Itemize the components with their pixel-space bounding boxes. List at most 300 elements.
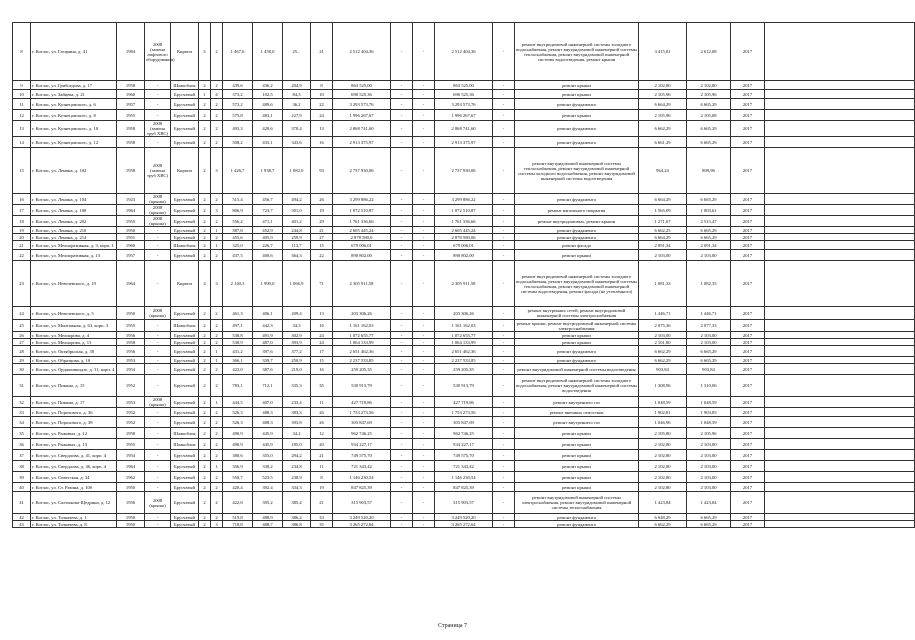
cell-wall-material: Брусчатый	[171, 521, 199, 528]
cell-living-area: 723,7	[253, 205, 283, 216]
cell-address: г. Котлас, ул. Невелевского, д. 19	[31, 261, 117, 307]
cell-regional-funds: -	[413, 492, 435, 514]
cell-plan-year: 2017	[731, 472, 765, 483]
cell-floors: 2	[199, 320, 211, 332]
cell-build-year: 1964	[117, 461, 145, 472]
cell-entrances: 1	[211, 346, 223, 357]
cell-floors: 2	[199, 339, 211, 346]
cell-living-area: 226,7	[253, 241, 283, 250]
cell-owned-area: 204,9	[283, 81, 311, 90]
document-sheet	[12, 22, 894, 528]
cell-federal-funds: -	[391, 148, 413, 194]
cell-plan-year: 2017	[731, 332, 765, 339]
cell-regional-funds: -	[413, 23, 435, 81]
cell-floors: 5	[199, 23, 211, 81]
cell-row-number: 16	[13, 194, 31, 205]
cell-work-types: ремонт внутридомовой инженерной системы холодного водоснабжения, ремонт внутридомовой инженерной системы теплоснабжения, ремонт внутридомовой инженерной системы водоотведения, ремонт фасада (не утеплённого)	[515, 261, 639, 307]
cell-build-year: 1958	[117, 121, 145, 137]
cell-other-funds: -	[493, 110, 515, 121]
cell-build-year: 1950	[117, 521, 145, 528]
cell-living-area: 392,4	[253, 483, 283, 492]
cell-row-number: 35	[13, 428, 31, 439]
cell-federal-funds: -	[391, 428, 413, 439]
cell-total-cost: 203 306,26	[333, 307, 391, 320]
cell-owned-area: 259,9	[283, 234, 311, 241]
cell-residents: 16	[311, 320, 333, 332]
cell-max-unit-cost: 1 082,35	[687, 261, 731, 307]
cell-regional-funds: -	[413, 521, 435, 528]
cell-owner-funds: 1 761 336,66	[435, 216, 493, 227]
table-row	[13, 417, 915, 428]
cell-living-area: 433,1	[253, 137, 283, 148]
cell-build-year: 1957	[117, 99, 145, 110]
cell-other-funds: -	[493, 148, 515, 194]
cell-row-number: 31	[13, 375, 31, 397]
cell-total-cost: 2 305 911,58	[333, 261, 391, 307]
cell-max-unit-cost: 2 102,80	[687, 81, 731, 90]
cell-regional-funds: -	[413, 397, 435, 408]
cell-unit-cost: 2 101,80	[639, 339, 687, 346]
table-row	[13, 241, 915, 250]
cell-plan-year: 2017	[731, 227, 765, 234]
cell-federal-funds: -	[391, 339, 413, 346]
cell-total-area: 508,2	[223, 137, 253, 148]
cell-max-unit-cost: 2 105,08	[687, 110, 731, 121]
cell-living-area: 487,0	[253, 339, 283, 346]
cell-empty	[765, 137, 915, 148]
cell-residents: 21	[311, 492, 333, 514]
cell-owned-area: 302,9	[283, 332, 311, 339]
cell-floors: 2	[199, 397, 211, 408]
table-row	[13, 346, 915, 357]
cell-owner-funds: 2 878 580,06	[435, 234, 493, 241]
cell-build-year: 1964	[117, 261, 145, 307]
cell-address: г. Котлас, ул. Толкачева, д. 1	[31, 514, 117, 521]
cell-entrances: 2	[211, 492, 223, 514]
cell-residents: 21	[311, 23, 333, 81]
cell-other-funds: -	[493, 461, 515, 472]
cell-row-number: 29	[13, 357, 31, 364]
table-row	[13, 148, 915, 194]
cell-residents: 22	[311, 99, 333, 110]
cell-owner-funds: 427 719,86	[435, 397, 493, 408]
cell-owner-funds: 3 265 272,64	[435, 521, 493, 528]
cell-regional-funds: -	[413, 250, 435, 261]
cell-floors: 2	[199, 227, 211, 234]
cell-federal-funds: -	[391, 250, 413, 261]
cell-regional-funds: -	[413, 417, 435, 428]
cell-row-number: 22	[13, 250, 31, 261]
cell-entrances: 2	[211, 121, 223, 137]
cell-owner-funds: 303 847,69	[435, 417, 493, 428]
cell-regional-funds: -	[413, 307, 435, 320]
cell-empty	[765, 148, 915, 194]
cell-owner-funds: 1 996 267,67	[435, 110, 493, 121]
cell-empty	[765, 99, 915, 110]
cell-regional-funds: -	[413, 408, 435, 417]
cell-repair-note: 2008 (замена труб ХВС)	[145, 148, 171, 194]
cell-regional-funds: -	[413, 241, 435, 250]
cell-row-number: 13	[13, 121, 31, 137]
cell-total-cost: 1 753 273,56	[333, 408, 391, 417]
cell-repair-note: -	[145, 417, 171, 428]
cell-floors: 2	[199, 346, 211, 357]
cell-total-area: 806,9	[223, 205, 253, 216]
cell-entrances: 1	[211, 397, 223, 408]
cell-unit-cost: 2 075,36	[639, 320, 687, 332]
cell-owner-funds: 1 146 230,54	[435, 472, 493, 483]
cell-build-year: 1960	[117, 241, 145, 250]
cell-total-cost: 749 575,70	[333, 450, 391, 461]
cell-build-year: 1958	[117, 339, 145, 346]
table-row	[13, 307, 915, 320]
cell-row-number: 33	[13, 408, 31, 417]
cell-living-area: 489,6	[253, 99, 283, 110]
cell-address: г. Котлас, ул. Кузнецовского, д. 6	[31, 99, 117, 110]
cell-floors: 4	[199, 261, 211, 307]
cell-unit-cost: 3 415,81	[639, 23, 687, 81]
cell-total-area: 422,8	[223, 492, 253, 514]
cell-owner-funds: 1 161 162,03	[435, 320, 493, 332]
cell-max-unit-cost: 2 105,96	[687, 90, 731, 99]
cell-floors: 2	[199, 110, 211, 121]
table-row	[13, 521, 915, 528]
cell-entrances: 2	[211, 339, 223, 346]
cell-wall-material: Брусчатый	[171, 250, 199, 261]
cell-federal-funds: -	[391, 307, 413, 320]
cell-total-cost: 679 006,01	[333, 241, 391, 250]
cell-floors: 2	[199, 137, 211, 148]
cell-regional-funds: -	[413, 121, 435, 137]
cell-max-unit-cost: 903,84	[687, 364, 731, 375]
cell-federal-funds: -	[391, 23, 413, 81]
cell-total-area: 380,6	[223, 450, 253, 461]
cell-owned-area: 386,8	[283, 521, 311, 528]
cell-residents: 22	[311, 250, 333, 261]
cell-wall-material: Брусчатый	[171, 227, 199, 234]
cell-address: г. Котлас, ул. Свердлова, д. 46, корп. 4	[31, 461, 117, 472]
cell-entrances: 2	[211, 137, 223, 148]
cell-row-number: 32	[13, 397, 31, 408]
cell-work-types: ремонт внешних отмостков	[515, 408, 639, 417]
cell-unit-cost: 6 664,29	[639, 194, 687, 205]
cell-row-number: 36	[13, 439, 31, 450]
cell-federal-funds: -	[391, 234, 413, 241]
cell-max-unit-cost: 809,96	[687, 148, 731, 194]
cell-floors: 2	[199, 121, 211, 137]
cell-owned-area: 1 082,0	[283, 148, 311, 194]
cell-residents: 26	[311, 408, 333, 417]
cell-plan-year: 2017	[731, 23, 765, 81]
cell-owner-funds: 1 072 510,87	[435, 205, 493, 216]
cell-max-unit-cost: 2 103,00	[687, 250, 731, 261]
cell-address: г. Котлас, ул. Образцова, д. 10	[31, 357, 117, 364]
cell-address: г. Котлас, ул. Толкачева, д. 8	[31, 521, 117, 528]
cell-empty	[765, 450, 915, 461]
cell-regional-funds: -	[413, 332, 435, 339]
cell-total-cost: 2 878 580,0	[333, 234, 391, 241]
cell-repair-note: -	[145, 332, 171, 339]
cell-plan-year: 2017	[731, 261, 765, 307]
cell-wall-material: Шлакоблок	[171, 320, 199, 332]
cell-total-area: 325,0	[223, 241, 253, 250]
cell-other-funds: -	[493, 121, 515, 137]
cell-wall-material: Брусчатый	[171, 461, 199, 472]
cell-owner-funds: 315 903,57	[435, 492, 493, 514]
cell-repair-note: 2008 (крыша)	[145, 194, 171, 205]
table-row	[13, 216, 915, 227]
cell-residents: 11	[311, 461, 333, 472]
cell-total-cost: 2 868 741,60	[333, 121, 391, 137]
cell-floors: 2	[199, 307, 211, 320]
cell-other-funds: -	[493, 397, 515, 408]
cell-other-funds: -	[493, 250, 515, 261]
table-row	[13, 408, 915, 417]
cell-residents: 12	[311, 428, 333, 439]
cell-living-area: 406,1	[253, 307, 283, 320]
cell-total-area: 1 467,6	[223, 23, 253, 81]
cell-max-unit-cost: 6 665,29	[687, 99, 731, 110]
cell-work-types: ремонт фундамента	[515, 99, 639, 110]
cell-federal-funds: -	[391, 81, 413, 90]
cell-row-number: 20	[13, 234, 31, 241]
cell-repair-note: 2008 (крыша)	[145, 492, 171, 514]
cell-residents: 13	[311, 121, 333, 137]
cell-floors: 2	[199, 514, 211, 521]
cell-residents: 15	[311, 241, 333, 250]
cell-residents: 16	[311, 364, 333, 375]
cell-owner-funds: 3 293 573,76	[435, 99, 493, 110]
cell-max-unit-cost: 6 665,29	[687, 521, 731, 528]
cell-residents: 21	[311, 450, 333, 461]
cell-repair-note: -	[145, 234, 171, 241]
cell-work-types: ремонт внутреннего газ	[515, 417, 639, 428]
cell-row-number: 34	[13, 417, 31, 428]
table-row	[13, 339, 915, 346]
cell-plan-year: 2017	[731, 375, 765, 397]
cell-total-cost: 1 072 510,87	[333, 205, 391, 216]
cell-plan-year: 2017	[731, 90, 765, 99]
cell-work-types: ремонт крыши	[515, 461, 639, 472]
cell-build-year: 1952	[117, 375, 145, 397]
cell-federal-funds: -	[391, 472, 413, 483]
cell-other-funds: -	[493, 417, 515, 428]
cell-repair-note: -	[145, 450, 171, 461]
cell-plan-year: 2017	[731, 194, 765, 205]
cell-regional-funds: -	[413, 99, 435, 110]
cell-work-types: ремонт крыши	[515, 428, 639, 439]
cell-regional-funds: -	[413, 205, 435, 216]
cell-residents: 71	[311, 261, 333, 307]
table-row	[13, 121, 915, 137]
cell-other-funds: -	[493, 194, 515, 205]
cell-wall-material: Брусчатый	[171, 450, 199, 461]
cell-empty	[765, 492, 915, 514]
cell-empty	[765, 227, 915, 234]
cell-regional-funds: -	[413, 346, 435, 357]
cell-floors: 2	[199, 81, 211, 90]
cell-build-year: 1954	[117, 450, 145, 461]
cell-total-cost: 3 293 573,76	[333, 99, 391, 110]
cell-regional-funds: -	[413, 483, 435, 492]
cell-living-area: 339,7	[253, 357, 283, 364]
cell-owned-area: 364,3	[283, 250, 311, 261]
table-row	[13, 492, 915, 514]
cell-repair-note: -	[145, 521, 171, 528]
cell-total-area: 423,0	[223, 364, 253, 375]
table-row	[13, 227, 915, 234]
cell-owned-area: 84,3	[283, 90, 311, 99]
table-row	[13, 364, 915, 375]
cell-unit-cost: 1 048,59	[639, 397, 687, 408]
cell-max-unit-cost: 2 103,00	[687, 461, 731, 472]
cell-total-area: 515,4	[223, 194, 253, 205]
cell-address: г. Котлас, ул. Гагарина, д. 41	[31, 23, 117, 81]
cell-total-area: 575,8	[223, 110, 253, 121]
cell-residents: 27	[311, 234, 333, 241]
cell-wall-material: Брусчатый	[171, 417, 199, 428]
cell-owned-area: 377,2	[283, 346, 311, 357]
cell-entrances: 4	[211, 90, 223, 99]
cell-owner-funds: 890 802,00	[435, 250, 493, 261]
cell-empty	[765, 521, 915, 528]
cell-living-area: 491,9	[253, 332, 283, 339]
table-row	[13, 90, 915, 99]
cell-owned-area: 113,7	[283, 241, 311, 250]
page-footer: Страница 7	[437, 623, 468, 629]
cell-wall-material: Брусчатый	[171, 121, 199, 137]
cell-total-cost: 721 343,42	[333, 461, 391, 472]
cell-total-cost: 2 237 533,85	[333, 357, 391, 364]
cell-unit-cost: 2 102,80	[639, 472, 687, 483]
cell-wall-material: Брусчатый	[171, 194, 199, 205]
cell-repair-note: -	[145, 90, 171, 99]
cell-address: г. Котлас, ул. Ленина, д. 202	[31, 216, 117, 227]
cell-living-area: 483,1	[253, 110, 283, 121]
cell-regional-funds: -	[413, 375, 435, 397]
cell-owner-funds: 2 913 375,97	[435, 137, 493, 148]
cell-owned-area: 1 066,9	[283, 261, 311, 307]
cell-regional-funds: -	[413, 227, 435, 234]
cell-address: г. Котлас, ул. Ленина, д. 210	[31, 227, 117, 234]
cell-wall-material: Брусчатый	[171, 137, 199, 148]
cell-total-area: 437,5	[223, 250, 253, 261]
cell-work-types: ремонт крыши	[515, 339, 639, 346]
cell-plan-year: 2017	[731, 216, 765, 227]
cell-work-types: ремонт крыши	[515, 90, 639, 99]
cell-other-funds: -	[493, 375, 515, 397]
cell-build-year: 1952	[117, 417, 145, 428]
cell-row-number: 21	[13, 241, 31, 250]
cell-other-funds: -	[493, 234, 515, 241]
cell-entrances: 2	[211, 364, 223, 375]
cell-living-area: 712,1	[253, 375, 283, 397]
cell-total-area: 526,3	[223, 417, 253, 428]
cell-floors: 2	[199, 521, 211, 528]
capital-repair-table	[12, 22, 915, 528]
table-row	[13, 439, 915, 450]
cell-living-area: 387,6	[253, 364, 283, 375]
cell-total-cost: 1 161 162,03	[333, 320, 391, 332]
cell-row-number: 23	[13, 261, 31, 307]
cell-residents: 17	[311, 346, 333, 357]
cell-entrances: 2	[211, 428, 223, 439]
cell-wall-material: Кирпич	[171, 23, 199, 81]
cell-plan-year: 2017	[731, 320, 765, 332]
cell-living-area: 523,5	[253, 472, 283, 483]
cell-living-area: 1 458,0	[253, 23, 283, 81]
cell-entrances: 3	[211, 148, 223, 194]
cell-total-cost: 1 072 655,77	[333, 332, 391, 339]
cell-repair-note: -	[145, 250, 171, 261]
cell-owner-funds: 2 305 911,58	[435, 261, 493, 307]
cell-owned-area: 36,2	[283, 99, 311, 110]
cell-plan-year: 2017	[731, 397, 765, 408]
cell-owner-funds: 934 227,17	[435, 439, 493, 450]
cell-row-number: 8	[13, 23, 31, 81]
cell-owner-funds: 2 868 741,60	[435, 121, 493, 137]
cell-row-number: 18	[13, 216, 31, 227]
cell-regional-funds: -	[413, 439, 435, 450]
cell-empty	[765, 261, 915, 307]
cell-owned-area: 209,4	[283, 307, 311, 320]
cell-federal-funds: -	[391, 461, 413, 472]
cell-total-cost: 934 227,17	[333, 439, 391, 450]
cell-unit-cost: 2 103,00	[639, 250, 687, 261]
cell-total-area: 538,9	[223, 339, 253, 346]
cell-floors: 2	[199, 461, 211, 472]
cell-owner-funds: 259 205,35	[435, 364, 493, 375]
cell-total-area: 444,5	[223, 397, 253, 408]
cell-plan-year: 2017	[731, 99, 765, 110]
cell-federal-funds: -	[391, 521, 413, 528]
cell-empty	[765, 375, 915, 397]
table-row	[13, 450, 915, 461]
cell-wall-material: Брусчатый	[171, 332, 199, 339]
cell-wall-material: Брусчатый	[171, 364, 199, 375]
cell-owner-funds: 2 651 462,36	[435, 346, 493, 357]
cell-repair-note: 2008 (крыша)	[145, 307, 171, 320]
cell-work-types: ремонт крыши	[515, 472, 639, 483]
cell-living-area: 488,3	[253, 417, 283, 428]
cell-plan-year: 2017	[731, 339, 765, 346]
cell-federal-funds: -	[391, 375, 413, 397]
cell-entrances: 2	[211, 194, 223, 205]
cell-other-funds: -	[493, 216, 515, 227]
cell-address: г. Котлас, ул. Мелиорова, д. 4	[31, 332, 117, 339]
cell-floors: 2	[199, 492, 211, 514]
cell-regional-funds: -	[413, 81, 435, 90]
cell-empty	[765, 205, 915, 216]
cell-other-funds: -	[493, 428, 515, 439]
cell-residents: 29	[311, 216, 333, 227]
cell-address: г. Котлас, ул. Мелиоративная, д. 3, корп. 1	[31, 241, 117, 250]
cell-living-area: 395,2	[253, 492, 283, 514]
cell-repair-note: -	[145, 364, 171, 375]
cell-work-types: ремонт крыши	[515, 250, 639, 261]
cell-empty	[765, 439, 915, 450]
cell-wall-material: Брусчатый	[171, 408, 199, 417]
cell-repair-note: 2008 (крыша)	[145, 397, 171, 408]
cell-repair-note: -	[145, 357, 171, 364]
cell-floors: 2	[199, 364, 211, 375]
cell-repair-note: -	[145, 375, 171, 397]
cell-other-funds: -	[493, 137, 515, 148]
cell-row-number: 42	[13, 514, 31, 521]
cell-unit-cost: 2 102,80	[639, 483, 687, 492]
cell-max-unit-cost: 2 103,00	[687, 439, 731, 450]
cell-total-cost: 3 265 272,64	[333, 521, 391, 528]
